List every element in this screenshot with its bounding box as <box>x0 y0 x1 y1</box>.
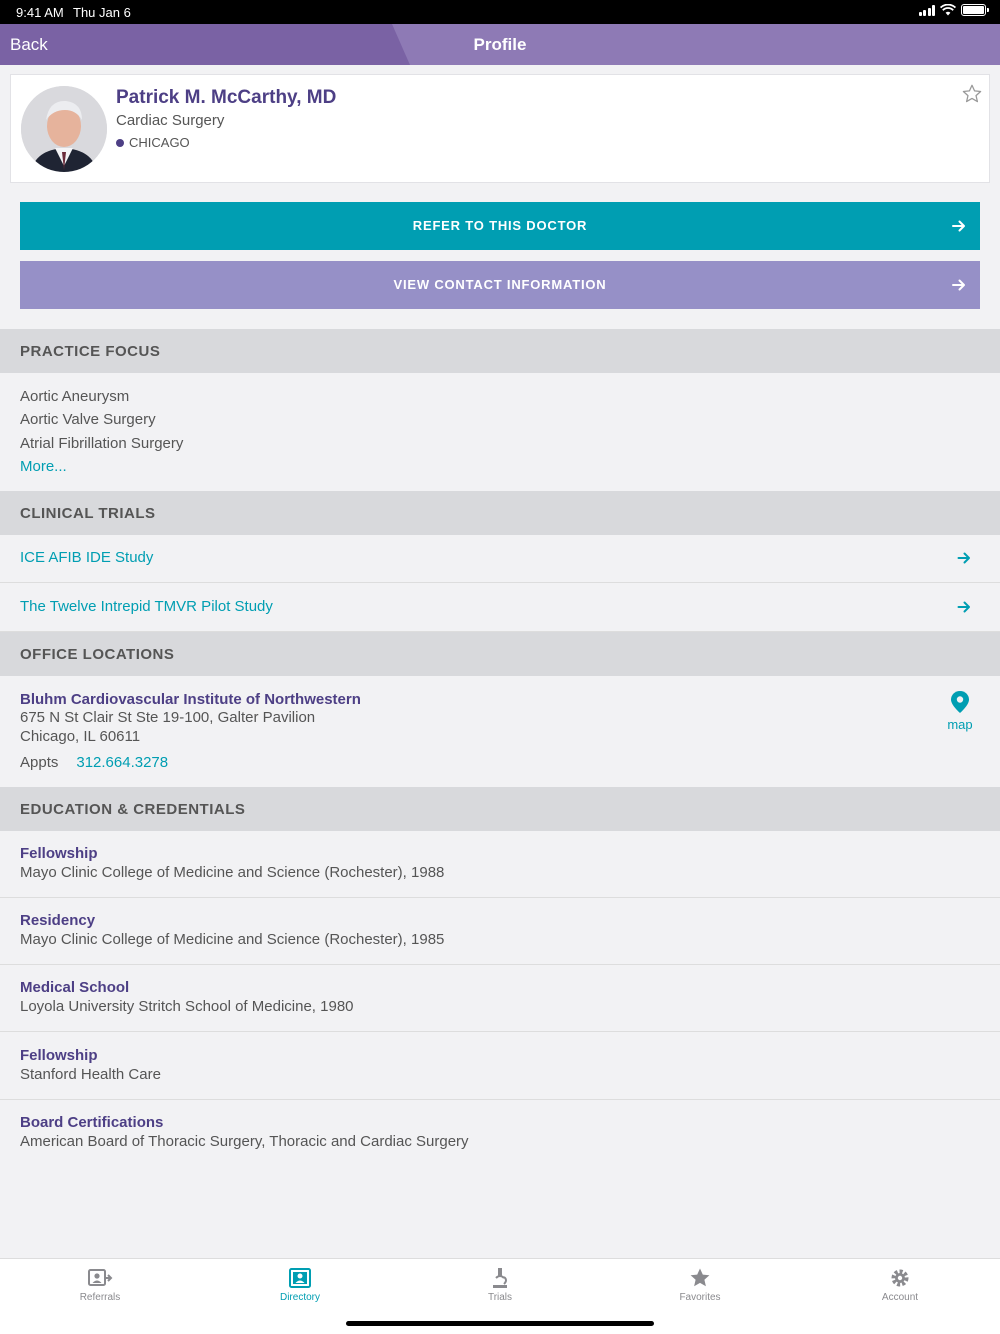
tab-label: Account <box>881 1292 919 1303</box>
education-title: Medical School <box>20 979 130 996</box>
tab-directory[interactable] <box>200 1267 400 1303</box>
tab-trials[interactable] <box>400 1267 600 1303</box>
tab-referrals[interactable] <box>0 1267 200 1303</box>
education-item <box>0 831 1000 898</box>
map-button[interactable] <box>944 690 976 732</box>
office-address-line: Chicago, IL 60611 <box>20 728 141 745</box>
home-indicator <box>346 1321 654 1326</box>
arrow-right-icon <box>956 550 972 566</box>
education-detail: Mayo Clinic College of Medicine and Science (Rochester), 1985 <box>20 931 445 948</box>
doctor-avatar <box>21 86 107 172</box>
doctor-location <box>116 135 190 150</box>
wifi-icon <box>940 4 956 16</box>
view-contact-button[interactable] <box>20 261 980 309</box>
education-title: Residency <box>20 912 96 929</box>
doctor-specialty: Cardiac Surgery <box>116 112 225 129</box>
section-header-clinical-trials <box>0 491 1000 535</box>
education-item <box>0 1100 1000 1167</box>
tab-label: Directory <box>279 1292 320 1303</box>
phone-link[interactable]: 312.664.3278 <box>76 754 169 771</box>
education-detail: Mayo Clinic College of Medicine and Science (Rochester), 1988 <box>20 864 445 881</box>
section-title: CLINICAL TRIALS <box>20 505 156 522</box>
tab-label: Favorites <box>679 1292 721 1303</box>
education-detail: Stanford Health Care <box>20 1066 161 1083</box>
cellular-signal-icon <box>919 5 936 16</box>
tab-account[interactable] <box>800 1267 1000 1303</box>
arrow-right-icon <box>950 276 968 294</box>
clinical-trial-label: The Twelve Intrepid TMVR Pilot Study <box>20 598 273 615</box>
practice-focus-item: Atrial Fibrillation Surgery <box>20 435 184 452</box>
status-time: 9:41 AM <box>16 5 64 20</box>
microscope-icon <box>487 1267 513 1289</box>
status-icons <box>919 4 987 16</box>
office-name: Bluhm Cardiovascular Institute of Northwestern <box>20 691 361 708</box>
referral-icon <box>87 1267 113 1289</box>
gear-icon <box>887 1267 913 1289</box>
tab-label: Referrals <box>79 1292 121 1303</box>
section-header-practice-focus <box>0 329 1000 373</box>
more-link[interactable]: More... <box>20 458 67 475</box>
doctor-name: Patrick M. McCarthy, MD <box>116 87 337 108</box>
education-title: Fellowship <box>20 1047 98 1064</box>
appts-label: Appts <box>20 754 59 771</box>
doctor-location-label: CHICAGO <box>129 135 190 150</box>
clinical-trial-row[interactable] <box>0 584 1000 632</box>
appointments-line <box>20 754 168 771</box>
education-title: Board Certifications <box>20 1114 164 1131</box>
refer-to-doctor-button[interactable] <box>20 202 980 250</box>
education-item <box>0 1033 1000 1100</box>
clinical-trial-label: ICE AFIB IDE Study <box>20 549 154 566</box>
practice-focus-item: Aortic Valve Surgery <box>20 411 156 428</box>
map-pin-icon <box>950 690 970 714</box>
section-title: PRACTICE FOCUS <box>20 343 161 360</box>
education-title: Fellowship <box>20 845 98 862</box>
nav-bar <box>0 24 1000 65</box>
favorite-star-icon[interactable] <box>961 83 983 105</box>
education-item <box>0 965 1000 1032</box>
back-button[interactable]: Back <box>10 35 48 54</box>
location-dot-icon <box>116 139 124 147</box>
clinical-trial-row[interactable] <box>0 535 1000 583</box>
directory-icon <box>287 1267 313 1289</box>
tab-label: Trials <box>487 1292 513 1303</box>
education-detail: Loyola University Stritch School of Medicine, 1980 <box>20 998 354 1015</box>
section-title: EDUCATION & CREDENTIALS <box>20 801 246 818</box>
arrow-right-icon <box>956 599 972 615</box>
tab-favorites[interactable] <box>600 1267 800 1303</box>
section-header-education <box>0 787 1000 831</box>
status-bar <box>0 0 1000 24</box>
practice-focus-item: Aortic Aneurysm <box>20 388 130 405</box>
arrow-right-icon <box>950 217 968 235</box>
doctor-profile-card <box>10 74 990 183</box>
education-detail: American Board of Thoracic Surgery, Thoracic and Cardiac Surgery <box>20 1133 469 1150</box>
star-icon <box>687 1267 713 1289</box>
map-label: map <box>947 717 973 732</box>
refer-button-label: REFER TO THIS DOCTOR <box>412 218 588 233</box>
status-date: Thu Jan 6 <box>73 5 131 20</box>
contact-button-label: VIEW CONTACT INFORMATION <box>393 277 607 292</box>
battery-icon <box>961 4 986 16</box>
section-title: OFFICE LOCATIONS <box>20 646 175 663</box>
page-title: Profile <box>473 35 527 54</box>
doctor-photo <box>21 86 107 172</box>
section-header-office-locations <box>0 632 1000 676</box>
office-address-line: 675 N St Clair St Ste 19-100, Galter Pavilion <box>20 709 316 726</box>
education-item <box>0 898 1000 965</box>
